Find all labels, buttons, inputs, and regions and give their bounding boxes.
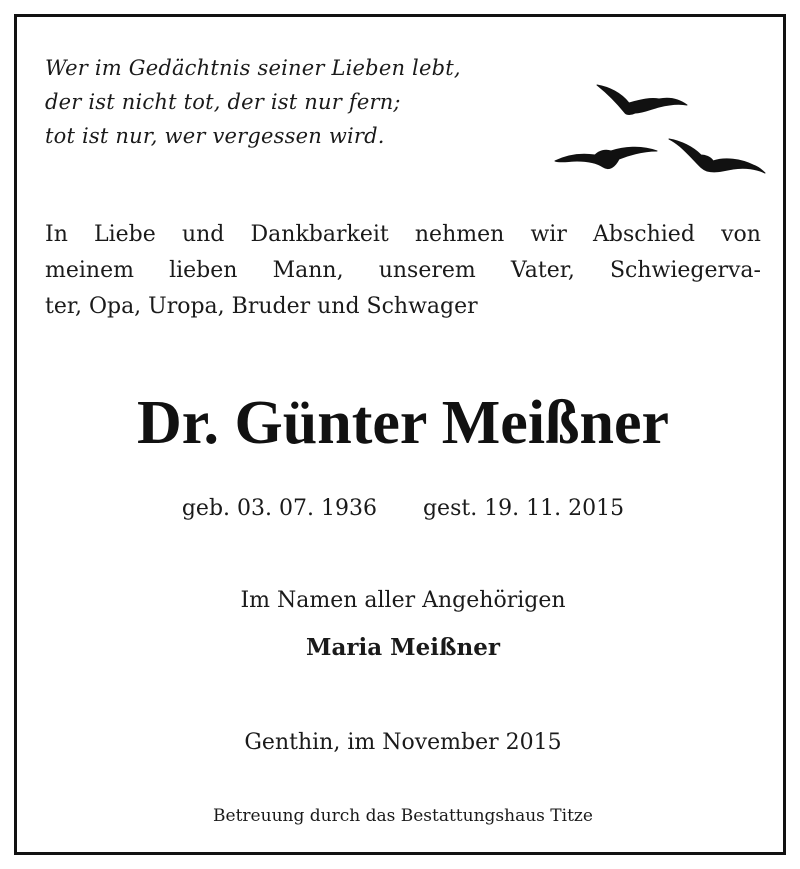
birds-icon bbox=[537, 79, 767, 179]
deceased-name: Dr. Günter Meißner bbox=[136, 389, 670, 457]
bird-shape bbox=[555, 147, 657, 168]
intro-line bbox=[45, 253, 761, 289]
poem bbox=[45, 51, 461, 153]
intro-word: lieben bbox=[169, 258, 238, 283]
birth-date: geb. 03. 07. 1936 bbox=[181, 496, 377, 521]
intro-word: Dankbarkeit bbox=[250, 222, 389, 247]
poem-line: tot ist nur, wer vergessen wird. bbox=[45, 124, 385, 148]
intro-word: Schwiegerva- bbox=[609, 258, 761, 283]
funeral-home: Betreuung durch das Bestattungshaus Titze bbox=[213, 806, 593, 826]
intro-text bbox=[45, 217, 761, 325]
intro-word: und bbox=[181, 222, 225, 247]
life-dates bbox=[17, 493, 789, 525]
intro-word: unserem bbox=[378, 258, 476, 283]
poem-line: der ist nicht tot, der ist nur fern; bbox=[45, 90, 401, 114]
intro-word: wir bbox=[530, 222, 567, 247]
intro-word: nehmen bbox=[414, 222, 505, 247]
bird-shape bbox=[597, 85, 687, 115]
death-date: gest. 19. 11. 2015 bbox=[422, 496, 625, 521]
place-date: Genthin, im November 2015 bbox=[244, 730, 562, 755]
intro-word: Vater, bbox=[510, 258, 575, 283]
signer-name: Maria Meißner bbox=[306, 634, 500, 661]
intro-word: Mann, bbox=[272, 258, 344, 283]
intro-line bbox=[45, 217, 761, 253]
intro-word: In bbox=[45, 222, 68, 247]
intro-word: Abschied bbox=[593, 222, 695, 247]
intro-word: meinem bbox=[45, 258, 134, 283]
intro-word: von bbox=[721, 222, 761, 247]
intro-word: Liebe bbox=[94, 222, 156, 247]
bird-shape bbox=[669, 139, 765, 173]
poem-line: Wer im Gedächtnis seiner Lieben lebt, bbox=[45, 56, 461, 80]
intro-line: ter, Opa, Uropa, Bruder und Schwager bbox=[45, 294, 478, 319]
obituary-frame bbox=[14, 14, 786, 855]
on-behalf-text: Im Namen aller Angehörigen bbox=[240, 588, 566, 613]
